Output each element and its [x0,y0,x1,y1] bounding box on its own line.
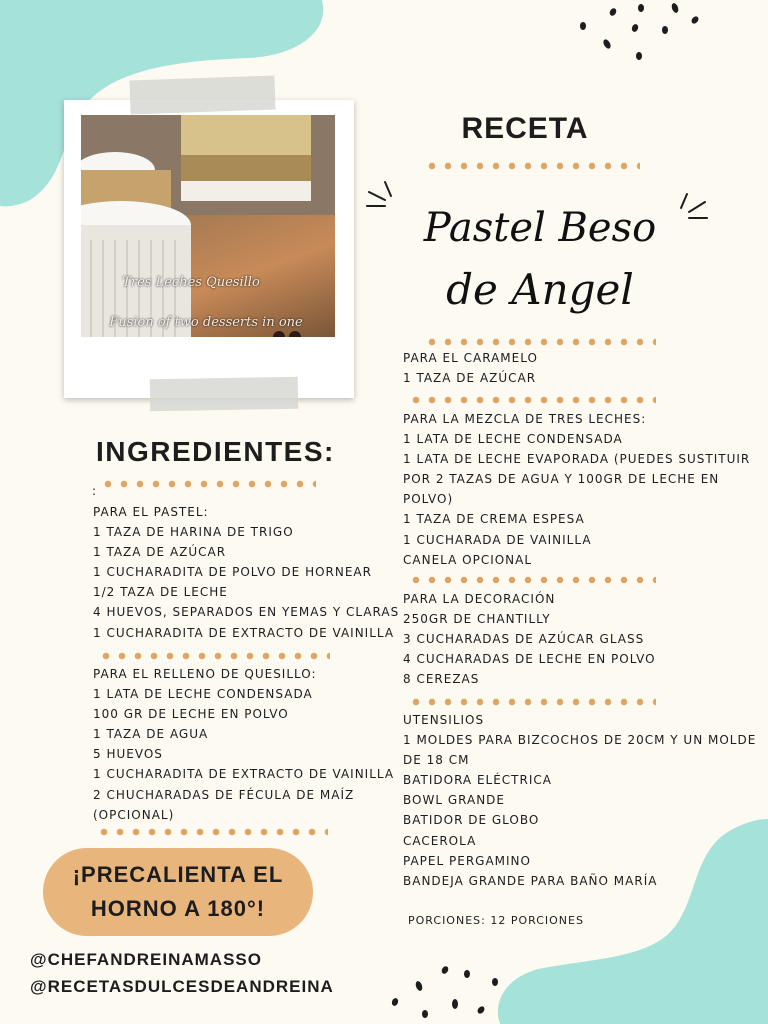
list-item: DE 18 CM [403,753,470,768]
list-item: BOWL GRANDE [403,793,505,808]
decorative-dots-top-right [575,0,705,70]
list-item: (OPCIONAL) [93,807,175,822]
list-item: 1 CUCHARADITA DE EXTRACTO DE VAINILLA [93,767,395,782]
list-item: PAPEL PERGAMINO [403,853,531,868]
list-item: 1/2 TAZA DE LECHE [93,585,228,600]
preheat-line1: ¡PRECALIENTA EL [72,862,284,887]
porciones-text: PORCIONES: 12 PORCIONES [408,914,584,927]
list-item: BATIDOR DE GLOBO [403,813,540,828]
list-item: 100 GR DE LECHE EN POLVO [93,707,289,722]
list-item: UTENSILIOS [403,713,485,727]
polaroid-frame [64,100,354,398]
porciones [408,911,584,931]
list-item: BATIDORA ELÉCTRICA [403,773,552,788]
list-item: PARA EL RELLENO DE QUESILLO: [93,667,317,681]
list-item: PARA LA DECORACIÓN [403,592,556,606]
tres-leches-list [403,409,750,570]
list-item: POLVO) [403,492,454,507]
list-item: PARA EL PASTEL: [93,505,209,519]
dot-divider-decoracion [408,698,656,706]
dot-divider-tres-leches [408,576,656,584]
list-item: 4 CUCHARADAS DE LECHE EN POLVO [403,652,656,667]
decoracion-list [403,589,656,689]
photo-caption-2: Fusion of two desserts in one [109,315,303,330]
list-item: 1 MOLDES PARA BIZCOCHOS DE 20CM Y UN MOLDE [403,733,757,748]
list-item: 2 CHUCHARADAS DE FÉCULA DE MAÍZ [93,787,355,802]
handle-recetas[interactable]: @RECETASDULCESDEANDREINA [30,977,334,996]
dot-divider-ingredients [100,480,316,488]
dot-divider-pastel [98,652,330,660]
tape-top [129,75,275,114]
list-item: 1 TAZA DE AZÚCAR [93,545,227,560]
ingredients-colon: : [92,484,97,498]
dot-divider-title [424,338,656,346]
ingredients-heading: INGREDIENTES: [96,436,335,467]
list-item: CACEROLA [403,833,477,848]
dot-divider-relleno [96,828,328,836]
list-item: 1 CUCHARADA DE VAINILLA [403,532,592,547]
tape-bottom [150,377,299,412]
list-item: PARA EL CARAMELO [403,351,538,365]
list-item: 1 CUCHARADITA DE POLVO DE HORNEAR [93,565,372,580]
caramelo-list [403,348,538,388]
recipe-title-line2: de Angel [446,265,634,314]
receta-label: RECETA [461,112,589,145]
list-item: POR 2 TAZAS DE AGUA Y 100GR DE LECHE EN [403,472,720,487]
list-item: 1 TAZA DE AZÚCAR [403,371,537,386]
list-item: 8 CEREZAS [403,672,480,687]
list-item: 4 HUEVOS, SEPARADOS EN YEMAS Y CLARAS [93,605,400,620]
list-item: 250GR DE CHANTILLY [403,612,551,627]
list-item: PARA LA MEZCLA DE TRES LECHES: [403,412,647,426]
list-item: 1 LATA DE LECHE CONDENSADA [403,432,623,447]
list-item: 1 TAZA DE AGUA [93,727,209,742]
dot-divider-receta [424,162,640,170]
list-item: 1 LATA DE LECHE EVAPORADA (PUEDES SUSTITUIR [403,452,751,467]
handle-chef[interactable]: @CHEFANDREINAMASSO [30,950,262,969]
list-item: 1 TAZA DE CREMA ESPESA [403,512,585,527]
dot-divider-caramelo [408,396,656,404]
decorative-dots-bottom [385,962,505,1022]
utensilios-list [403,710,756,891]
cake-photo [81,115,335,337]
list-item: 5 HUEVOS [93,747,163,762]
sparkle-left-icon [365,178,401,218]
list-item: 1 CUCHARADITA DE EXTRACTO DE VAINILLA [93,625,395,640]
sparkle-right-icon [675,190,711,230]
preheat-line2: HORNO A 180°! [90,896,266,921]
list-item: 3 CUCHARADAS DE AZÚCAR GLASS [403,632,645,647]
recipe-title-line1: Pastel Beso [423,205,657,251]
pastel-list [93,502,399,643]
relleno-list [93,664,394,825]
list-item: CANELA OPCIONAL [403,552,533,567]
list-item: 1 TAZA DE HARINA DE TRIGO [93,525,294,540]
list-item: 1 LATA DE LECHE CONDENSADA [93,687,313,702]
list-item: BANDEJA GRANDE PARA BAÑO MARÍA [403,873,658,888]
cake-illustration [81,115,335,337]
photo-caption-1: Tres Leches Quesillo [122,275,260,290]
